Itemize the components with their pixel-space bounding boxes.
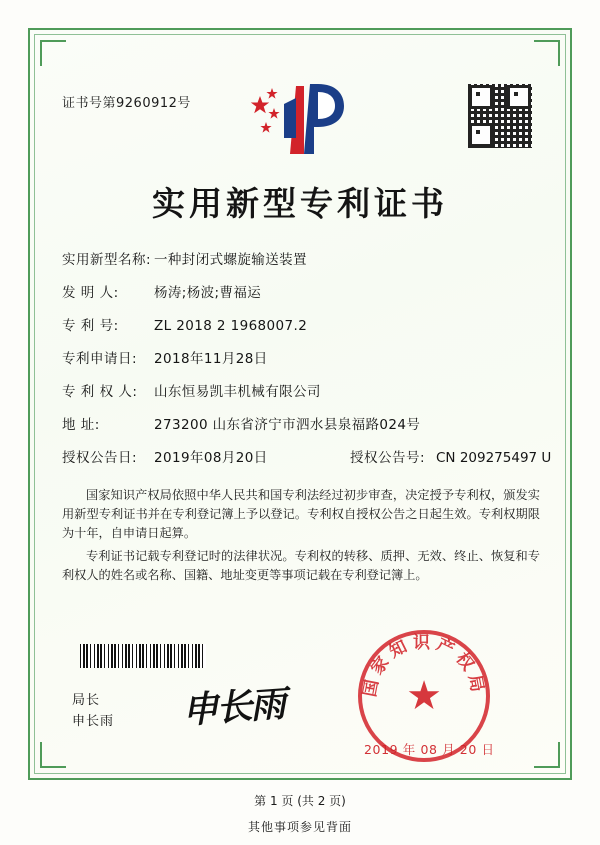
- field-label: 专 利 号:: [62, 318, 119, 334]
- sipo-emblem-icon: [244, 78, 356, 160]
- corner-ornament-top-right: [534, 40, 560, 66]
- page-number: 第 1 页 (共 2 页): [254, 794, 346, 808]
- page-title: 实用新型专利证书: [152, 184, 448, 223]
- seal-star-icon: ★: [406, 673, 442, 719]
- field-row-grant-publication: [62, 446, 552, 479]
- field-label: 发 明 人:: [62, 285, 119, 301]
- svg-text:国家知识产权局: 国家知识产权局: [360, 633, 488, 699]
- director-role-label: 局长: [72, 693, 101, 708]
- field-row-application-date: [62, 347, 542, 380]
- corner-ornament-bottom-right: [534, 742, 560, 768]
- field-label-secondary: 授权公告号:: [350, 450, 426, 466]
- legal-paragraph-1: 国家知识产权局依照中华人民共和国专利法经过初步审查，决定授予专利权，颁发实用新型专利证书并在专利登记簿上予以登记。专利权自授权公告之日起生效。专利权期限为十年，自申请日起算。: [62, 488, 540, 540]
- director-handwritten-signature: 申长雨: [180, 682, 286, 732]
- seal-date: 2019 年 08 月 20 日: [364, 742, 495, 757]
- certificate-number: 证书号第9260912号: [62, 96, 191, 111]
- field-row-patent-number: [62, 314, 542, 347]
- field-row-inventors: [62, 281, 542, 314]
- director-name-label: 申长雨: [72, 714, 115, 729]
- field-row-patentee: [62, 380, 542, 413]
- field-value: 273200 山东省济宁市泗水县泉福路024号: [154, 417, 421, 433]
- legal-text: [62, 486, 540, 589]
- field-value: 2018年11月28日: [154, 351, 268, 367]
- field-value: ZL 2018 2 1968007.2: [154, 318, 308, 334]
- signature-labels: [72, 690, 114, 732]
- field-label: 专利申请日:: [62, 351, 138, 367]
- field-value: 山东恒易凯丰机械有限公司: [154, 384, 321, 400]
- qr-finder-top-left: [469, 85, 493, 109]
- qr-code: [468, 84, 532, 148]
- field-row-address: [62, 413, 542, 446]
- field-label: 专 利 权 人:: [62, 384, 138, 400]
- field-label: 授权公告日:: [62, 450, 138, 466]
- legal-paragraph-2: 专利证书记载专利登记时的法律状况。专利权的转移、质押、无效、终止、恢复和专利权人的姓名或名称、国籍、地址变更等事项记载在专利登记簿上。: [62, 549, 540, 582]
- field-value: 一种封闭式螺旋输送装置: [154, 252, 307, 268]
- field-value-secondary: CN 209275497 U: [436, 450, 552, 466]
- corner-ornament-top-left: [40, 40, 66, 66]
- field-label: 地 址:: [62, 417, 100, 433]
- barcode: [80, 644, 206, 668]
- corner-ornament-bottom-left: [40, 742, 66, 768]
- field-row-utility-model-name: [62, 248, 542, 281]
- field-list: [62, 248, 552, 479]
- field-value: 2019年08月20日: [154, 450, 268, 466]
- qr-finder-top-right: [507, 85, 531, 109]
- back-side-note: 其他事项参见背面: [247, 820, 352, 834]
- qr-finder-bottom-left: [469, 123, 493, 147]
- field-value: 杨涛;杨波;曹福运: [154, 285, 262, 301]
- field-label: 实用新型名称:: [62, 252, 152, 268]
